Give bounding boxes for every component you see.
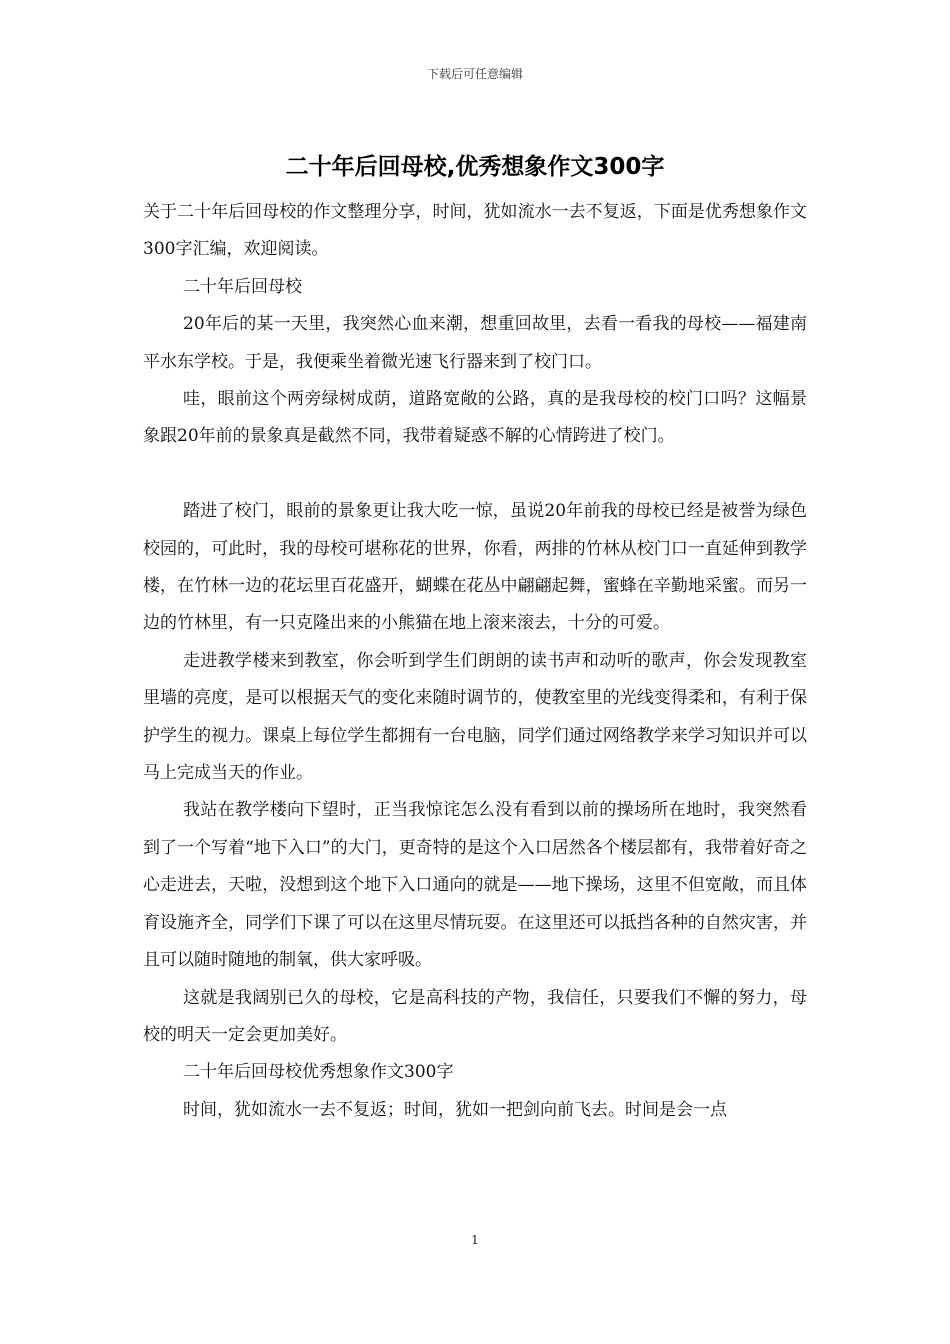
paragraph-subtitle-1: 二十年后回母校 <box>183 276 302 297</box>
paragraph: 我站在教学楼向下望时，正当我惊诧怎么没有看到以前的操场所在地时，我突然看到了一个写着“地下入口”的大门，更奇特的是这个入口居然各个楼层都有，我带着好奇之心走进去，天啦，没想到这个地下入口通向的就是——地下操场，这里不但宽敞，而且体育设施齐全，同学们下课了可以在这里尽情玩耍。在这里还可以抵挡各种的自然灾害，并且可以随时随地的制氧，供大家呼吸。 <box>143 800 807 971</box>
paragraph-intro: 关于二十年后回母校的作文整理分享，时间，犹如流水一去不复返，下面是优秀想象作文300字汇编，欢迎阅读。 <box>143 202 807 260</box>
paragraph: 时间，犹如流水一去不复返；时间，犹如一把剑向前飞去。时间是会一点 <box>183 1099 727 1120</box>
paragraph: 踏进了校门，眼前的景象更让我大吃一惊，虽说20年前我的母校已经是被誉为绿色校园的，可此时，我的母校可堪称花的世界，你看，两排的竹林从校门口一直延伸到教学楼，在竹林一边的花坛里百花盛开，蝴蝶在花丛中翩翩起舞，蜜蜂在辛勤地采蜜。而另一边的竹林里，有一只克隆出来的小熊猫在地上滚来滚去，十分的可爱。 <box>143 501 807 634</box>
paragraph-subtitle-2: 二十年后回母校优秀想象作文300字 <box>183 1062 454 1083</box>
page-number: 1 <box>471 1233 479 1247</box>
document-title: 二十年后回母校,优秀想象作文300字 <box>285 154 665 180</box>
paragraph: 这就是我阔别已久的母校，它是高科技的产物，我信任，只要我们不懈的努力，母校的明天一定会更加美好。 <box>143 987 807 1045</box>
paragraph: 哇，眼前这个两旁绿树成荫，道路宽敞的公路，真的是我母校的校门口吗？这幅景象跟20年前的景象真是截然不同，我带着疑惑不解的心情跨进了校门。 <box>143 389 807 447</box>
blank-line <box>143 456 807 493</box>
paragraph: 走进教学楼来到教室，你会听到学生们朗朗的读书声和动听的歌声，你会发现教室里墙的亮度，是可以根据天气的变化来随时调节的，使教室里的光线变得柔和，有利于保护学生的视力。课桌上每位学生都拥有一台电脑，同学们通过网络教学来学习知识并可以马上完成当天的作业。 <box>143 650 807 784</box>
paragraph: 20年后的某一天里，我突然心血来潮，想重回故里，去看一看我的母校——福建南平水东学校。于是，我便乘坐着微光速飞行器来到了校门口。 <box>143 314 807 372</box>
header-note: 下载后可任意编辑 <box>426 67 523 81</box>
document-body <box>143 194 807 1129</box>
